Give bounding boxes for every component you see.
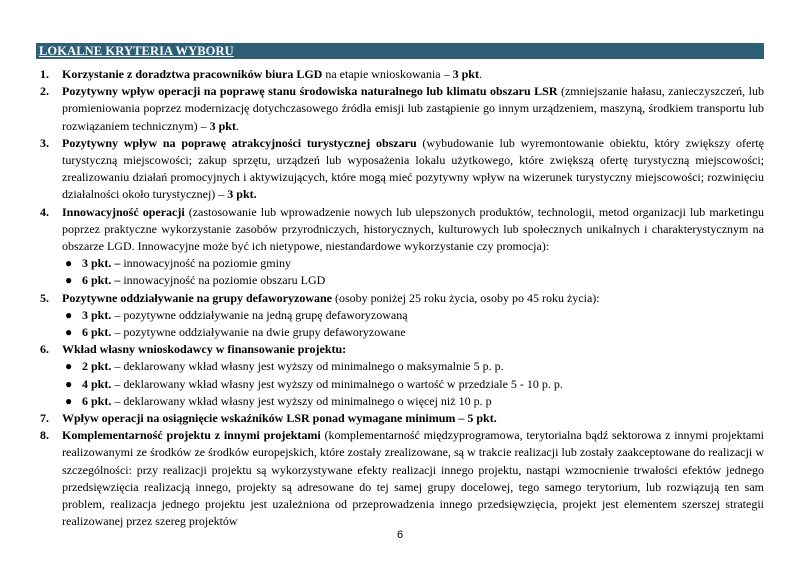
criterion-number: 1.	[40, 67, 49, 81]
points-list	[62, 307, 764, 341]
criterion-number: 2.	[40, 84, 49, 99]
criterion-number: 6.	[40, 342, 49, 357]
bullet-icon: ●	[65, 256, 73, 271]
bullet-icon: ●	[65, 325, 73, 340]
points-item	[62, 272, 764, 289]
points-value: 6 pkt.	[82, 393, 112, 408]
criterion-points: 3 pkt	[209, 118, 236, 133]
points-value: 2 pkt.	[82, 359, 112, 374]
criterion-title: Pozytywne oddziaływanie na grupy defaworyzowane	[62, 290, 332, 305]
criterion-end: .	[235, 118, 239, 133]
criterion-points: 3 pkt	[452, 67, 479, 81]
criterion-title: Innowacyjność operacji	[62, 204, 185, 219]
page-number: 6	[396, 529, 404, 541]
criterion-item	[36, 290, 764, 342]
criterion-number: 4.	[40, 204, 49, 219]
points-description: innowacyjność na poziomie gminy	[120, 256, 291, 271]
criterion-item	[36, 427, 764, 530]
criterion-description: (wybudowanie lub wyremontowanie obiektu, który zwiększy ofertę turystyczną miejscowości; zakup sprzętu, urządzeń lub wyposażenia lokalu użytkowego, które zwiększą ofertę turystyczną miejscowości; zrealizowaniu działań promocyjnych i aktywizujących, które mogą mieć pozytywny wpływ na wizerunek turystyczny miejscowości; rozwinięciu działalności około turystycznej) –	[62, 135, 764, 202]
points-value: 6 pkt.	[82, 325, 112, 340]
points-item	[62, 255, 764, 272]
points-item	[62, 393, 764, 410]
criterion-title: Wpływ operacji na osiągnięcie wskaźników LSR ponad wymagane minimum – 5 pkt.	[62, 411, 497, 426]
criterion-title: Pozytywny wpływ operacji na poprawę stanu środowiska naturalnego lub klimatu obszaru LSR	[62, 84, 558, 99]
points-value: 3 pkt. –	[82, 256, 121, 271]
criteria-list	[36, 66, 764, 530]
bullet-icon: ●	[65, 307, 73, 322]
points-list	[62, 358, 764, 410]
points-description: – pozytywne oddziaływanie na dwie grupy defaworyzowane	[111, 325, 406, 340]
criteria-content	[36, 66, 764, 530]
criterion-description: (osoby poniżej 25 roku życia, osoby po 45 roku życia):	[332, 290, 600, 305]
criterion-description: (zmniejszanie hałasu, zanieczyszczeń, lub promieniowania poprzez modernizację dotychczasowego źródła emisji lub zastąpienie go innym urządzeniem, maszyną, środkiem transportu lub rozwiązaniem technicznym) –	[62, 84, 764, 133]
criterion-title: Wkład własny wnioskodawcy w finansowanie projektu:	[62, 342, 347, 357]
points-description: – deklarowany wkład własny jest wyższy od minimalnego o wartość w przedziale 5 - 10 p. p.	[111, 376, 563, 391]
points-item	[62, 324, 764, 341]
points-item	[62, 376, 764, 393]
criterion-title: Komplementarność projektu z innymi projektami	[62, 428, 321, 443]
bullet-icon: ●	[65, 393, 73, 408]
points-list	[62, 255, 764, 289]
points-item	[62, 358, 764, 375]
bullet-icon: ●	[65, 273, 73, 288]
criterion-item	[36, 83, 764, 135]
criterion-number: 7.	[40, 411, 49, 426]
criterion-title: Pozytywny wpływ na poprawę atrakcyjności turystycznej obszaru	[62, 135, 417, 150]
criterion-number: 3.	[40, 135, 49, 150]
criterion-title: Korzystanie z doradztwa pracowników biura LGD	[62, 67, 323, 81]
points-value: 4 pkt.	[82, 376, 112, 391]
points-description: – deklarowany wkład własny jest wyższy od minimalnego o więcej niż 10 p. p	[111, 393, 492, 408]
criterion-item	[36, 410, 764, 427]
points-description: – pozytywne oddziaływanie na jedną grupę defaworyzowaną	[111, 307, 408, 322]
criterion-description: (zastosowanie lub wprowadzenie nowych lub ulepszonych produktów, technologii, metod organizacji lub marketingu poprzez praktyczne wykorzystanie zasobów przyrodniczych, historycznych, kulturowych lub społecznych unikalnych i charakterystycznym na obszarze LGD. Innowacyjne może być ich nietypowe, niestandardowe wykorzystanie czy promocja):	[62, 204, 764, 254]
section-header: LOKALNE KRYTERIA WYBORU	[36, 43, 764, 59]
criterion-item	[36, 341, 764, 410]
points-description: – deklarowany wkład własny jest wyższy od minimalnego o maksymalnie 5 p. p.	[111, 359, 504, 374]
criterion-points: 3 pkt.	[227, 187, 257, 202]
bullet-icon: ●	[65, 376, 73, 391]
points-value: 3 pkt.	[82, 307, 112, 322]
criterion-description: na etapie wnioskowania –	[322, 67, 453, 81]
criterion-item	[36, 204, 764, 290]
criterion-item	[36, 135, 764, 204]
criterion-number: 5.	[40, 290, 49, 305]
criterion-number: 8.	[40, 428, 49, 443]
criterion-description: (komplementarność międzyprogramowa, terytorialna bądź sektorowa z innymi projektami realizowanymi ze środków ze środków europejskich, które zostały zrealizowane, są w trakcie realizacji lub zostały zaakceptowane do realizacji w szczególności: przy realizacji projektu są wykorzystywane efekty realizacji innego projektu, nastąpi wzmocnienie trwałości efektów jednego przedsięwzięcia realizacją innego, projekty są adresowane do tej samej grupy docelowej, tego samego terytorium, lub rozwiązują ten sam problem, realizacja jednego projektu jest uzależniona od przeprowadzenia innego przedsięwzięcia, projekt jest elementem szerszej strategii realizowanej przez szereg projektów	[62, 428, 765, 529]
points-value: 6 pkt. –	[82, 273, 121, 288]
bullet-icon: ●	[65, 359, 73, 374]
points-description: innowacyjność na poziomie obszaru LGD	[120, 273, 326, 288]
points-item	[62, 307, 764, 324]
criterion-end: .	[478, 67, 482, 81]
criterion-item	[36, 66, 764, 83]
